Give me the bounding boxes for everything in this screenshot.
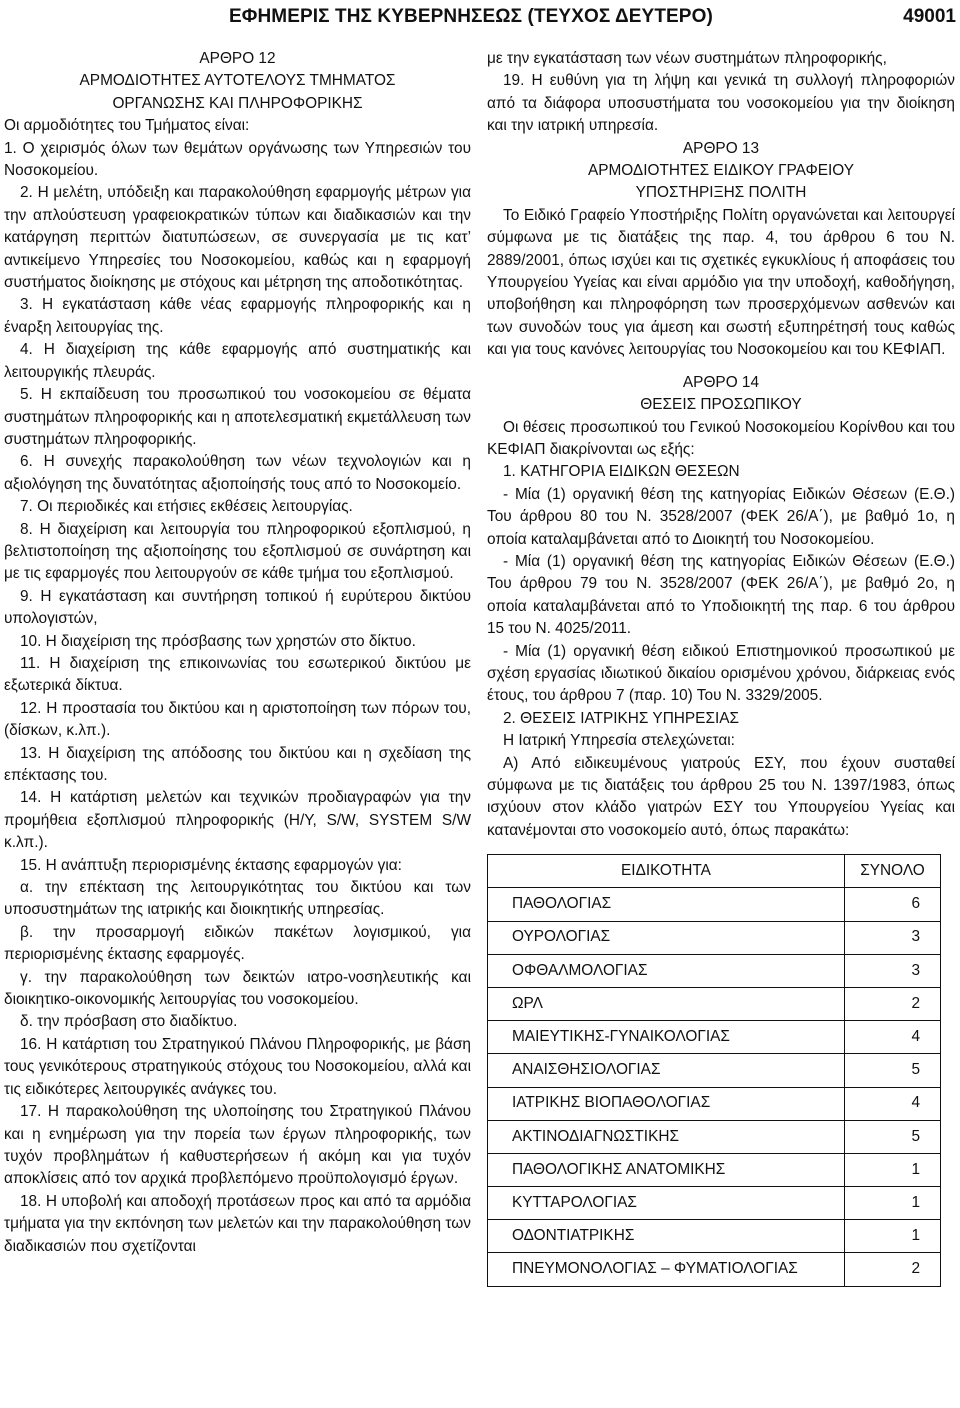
specialty-cell: ΑΚΤΙΝΟΔΙΑΓΝΩΣΤΙΚΗΣ <box>488 1120 845 1153</box>
paragraph: δ. την πρόσβαση στο διαδίκτυο. <box>20 1013 238 1031</box>
gazette-title: ΕΦΗΜΕΡΙΣ ΤΗΣ ΚΥΒΕΡΝΗΣΕΩΣ (ΤΕΥΧΟΣ ΔΕΥΤΕΡΟ) <box>229 6 713 27</box>
right-column <box>487 48 955 1287</box>
total-cell: 1 <box>845 1220 941 1253</box>
specialty-cell: ΜΑΙΕΥΤΙΚΗΣ-ΓΥΝΑΙΚΟΛΟΓΙΑΣ <box>488 1021 845 1054</box>
column-header-total: ΣΥΝΟΛΟ <box>845 855 941 888</box>
paragraph: 1. Ο χειρισμός όλων των θεμάτων οργάνωσης των Υπηρεσιών του Νοσοκομείου. <box>4 139 471 180</box>
specialty-cell: ΟΦΘΑΛΜΟΛΟΓΙΑΣ <box>488 954 845 987</box>
article-12-title: ΑΡΘΡΟ 12 <box>199 50 276 67</box>
specialty-table-wrapper <box>487 854 955 1286</box>
paragraph-continuation: με την εγκατάσταση των νέων συστημάτων πληροφορικής, <box>487 50 887 67</box>
paragraph: 3. Η εγκατάσταση κάθε νέας εφαρμογής πληροφορικής και η έναρξη λειτουργίας της. <box>4 296 471 336</box>
table-row <box>488 1054 941 1087</box>
paragraph: β. την προσαρμογή ειδικών πακέτων λογισμικού, για περιορισμένης έκτασης εφαρμογές. <box>4 923 471 964</box>
table-row <box>488 888 941 921</box>
paragraph: 10. Η διαχείριση της πρόσβασης των χρηστών στο δίκτυο. <box>20 632 416 650</box>
paragraph: 13. Η διαχείριση της απόδοσης του δικτύου και η σχεδίαση της επέκτασης του. <box>4 744 471 784</box>
paragraph: 19. Η ευθύνη για τη λήψη και γενικά τη συλλογή πληροφοριών από τα διάφορα υποσυστήματα του νοσοκομείου για την διοίκηση και την ιατρική υπηρεσία. <box>487 72 955 135</box>
table-row <box>488 987 941 1020</box>
paragraph: 9. Η εγκατάσταση και συντήρηση τοπικού ή ευρύτερου δικτύου υπολογιστών, <box>4 587 471 628</box>
paragraph: - Μία (1) οργανική θέση της κατηγορίας Ειδικών Θέσεων (Ε.Θ.) Του άρθρου 80 του Ν. 3528/2007 (ΦΕΚ 26/Α΄), με βαθμό 1ο, η οποία καταλαμβάνεται από το Διοικητή του Νοσοκομείου. <box>487 485 955 548</box>
paragraph: 6. Η συνεχής παρακολούθηση των νέων τεχνολογιών και η αξιολόγηση της δυνατότητας αξιοποίησής τους από το Νοσοκομείο. <box>4 453 471 493</box>
paragraph: 8. Η διαχείριση και λειτουργία του πληροφορικού εξοπλισμού, η βελτιστοποίηση της αξιοποίησης του εξοπλισμού σε συνάρτηση και με τις εφαρμογές που λειτουργούν σε κάθε τμήμα του εξοπλισμού. <box>4 520 471 583</box>
specialty-cell: ΟΥΡΟΛΟΓΙΑΣ <box>488 921 845 954</box>
table-row <box>488 921 941 954</box>
paragraph: - Μία (1) οργανική θέση ειδικού Επιστημονικού προσωπικού με σχέση εργασίας ιδιωτικού δικαίου ορισμένου χρόνου, διάρκειας ενός έτους, του άρθρου 7 (παρ. 10) Του Ν. 3329/2005. <box>487 642 955 705</box>
total-cell: 2 <box>845 1253 941 1286</box>
total-cell: 1 <box>845 1187 941 1220</box>
paragraph: α. την επέκταση της λειτουργικότητας του δικτύου και των υποσυστημάτων της ιατρικής και διοικητικής υπηρεσίας. <box>4 879 471 919</box>
specialty-cell: ΑΝΑΙΣΘΗΣΙΟΛΟΓΙΑΣ <box>488 1054 845 1087</box>
total-cell: 3 <box>845 954 941 987</box>
total-cell: 4 <box>845 1087 941 1120</box>
table-row <box>488 1021 941 1054</box>
paragraph: γ. την παρακολούθηση των δεικτών ιατρο-νοσηλευτικής και διοικητικο-οικονομικής λειτουργίας του νοσοκομείου. <box>4 968 471 1009</box>
total-cell: 1 <box>845 1153 941 1186</box>
paragraph: 16. Η κατάρτιση του Στρατηγικού Πλάνου Πληροφορικής, με βάση τους γενικότερους στρατηγικούς στόχους του Νοσοκομείου, αλλά και τις ειδικότερες λειτουργικές ανάγκες του. <box>4 1035 471 1098</box>
paragraph: 5. Η εκπαίδευση του προσωπικού του νοσοκομείου σε θέματα συστημάτων πληροφορικής και η αποτελεσματική εκμετάλλευση των συστημάτων πληροφορικής. <box>4 386 471 448</box>
left-column <box>4 48 471 1258</box>
specialty-cell: ΙΑΤΡΙΚΗΣ ΒΙΟΠΑΘΟΛΟΓΙΑΣ <box>488 1087 845 1120</box>
paragraph: Α) Από ειδικευμένους γιατρούς ΕΣΥ, που έχουν συσταθεί σύμφωνα με τις διατάξεις του άρθρου 25 του Ν. 1397/1983, όπως ισχύουν στον κλάδο γιατρών ΕΣΥ του Υπουργείου Υγείας και κατανέμονται στο νοσοκομείο αυτό, όπως παρακάτω: <box>487 754 955 839</box>
table-row <box>488 1153 941 1186</box>
article-12-intro: Οι αρμοδιότητες του Τμήματος είναι: <box>4 117 250 135</box>
specialty-cell: ΠΑΘΟΛΟΓΙΑΣ <box>488 888 845 921</box>
paragraph: 17. Η παρακολούθηση της υλοποίησης του Στρατηγικού Πλάνου και η ενημέρωση για την πορεία των έργων πληροφορικής, των τυχόν προβλημάτων ή καθυστερήσεων ή ακόμη και για τυχόν αποκλίσεις από τον αρχικά προβλεπόμενο προϋπολογισμό έργων. <box>4 1103 471 1188</box>
total-cell: 5 <box>845 1054 941 1087</box>
total-cell: 3 <box>845 921 941 954</box>
total-cell: 2 <box>845 987 941 1020</box>
article-12-heading-line-1: ΑΡΜΟΔΙΟΤΗΤΕΣ ΑΥΤΟΤΕΛΟΥΣ ΤΜΗΜΑΤΟΣ <box>79 72 396 90</box>
paragraph: - Μία (1) οργανική θέση της κατηγορίας Ειδικών Θέσεων (Ε.Θ.) Του άρθρου 79 του Ν. 3528/2007 (ΦΕΚ 26/Α΄), με βαθμό 2ο, η οποία καταλαμβάνεται από το Υποδιοικητή της παρ. 6 του άρθρου 15 του Ν. 4025/2011. <box>487 552 955 638</box>
specialty-cell: ΠΑΘΟΛΟΓΙΚΗΣ ΑΝΑΤΟΜΙΚΗΣ <box>488 1153 845 1186</box>
total-cell: 6 <box>845 888 941 921</box>
column-header-specialty: ΕΙΔΙΚΟΤΗΤΑ <box>488 855 845 888</box>
category-heading: 2. ΘΕΣΕΙΣ ΙΑΤΡΙΚΗΣ ΥΠΗΡΕΣΙΑΣ <box>503 709 740 727</box>
article-13-body: Το Ειδικό Γραφείο Υποστήριξης Πολίτη οργανώνεται και λειτουργεί σύμφωνα με τις διατάξεις της παρ. 4, του άρθρου 6 του Ν. 2889/2001, όπως ισχύει και τις σχετικές εγκυκλίους ή αποφάσεις του Υπουργείου Υγείας και είναι αρμόδιο για την υποδοχή, καθοδήγηση, υποβοήθηση και πληροφόρηση των προσερχόμενων ασθενών και των συνοδών τους για άμεση και σωστή εξυπηρέτησή τους καθώς και για τους κανόνες λειτουργίας του Νοσοκομείου και του ΚΕΦΙΑΠ. <box>487 206 955 359</box>
article-13-heading-line-1: ΑΡΜΟΔΙΟΤΗΤΕΣ ΕΙΔΙΚΟΥ ΓΡΑΦΕΙΟΥ <box>587 162 855 180</box>
specialty-cell: ΠΝΕΥΜΟΝΟΛΟΓΙΑΣ – ΦΥΜΑΤΙΟΛΟΓΙΑΣ <box>488 1253 845 1286</box>
category-heading: 1. ΚΑΤΗΓΟΡΙΑ ΕΙΔΙΚΩΝ ΘΕΣΕΩΝ <box>503 463 740 481</box>
paragraph: 18. Η υποβολή και αποδοχή προτάσεων προς και από τα αρμόδια τμήματα για την εκπόνηση των μελετών και την παρακολούθηση των διαδικασιών που σχετίζονται <box>4 1192 471 1255</box>
specialty-table <box>487 854 941 1286</box>
article-13-heading-line-2: ΥΠΟΣΤΗΡΙΞΗΣ ΠΟΛΙΤΗ <box>635 184 807 202</box>
page-number: 49001 <box>903 6 956 27</box>
paragraph: 14. Η κατάρτιση μελετών και τεχνικών προδιαγραφών για την προμήθεια εξοπλισμού πληροφορικής (Η/Υ, S/W, SYSTEM S/W κ.λπ.). <box>4 789 471 852</box>
paragraph: 2. Η μελέτη, υπόδειξη και παρακολούθηση εφαρμογής μέτρων για την απλούστευση γραφειοκρατικών τύπων και διαδικασιών και την κατάργηση περιττών διατυπώσεων, σε συνεργασία με τις κατ’ αντικείμενο Υπηρεσίες του Νοσοκομείου, καθώς και η εφαρμογή συστήματος διοίκησης με στόχους και μέτρηση της αποδοτικότητας. <box>4 184 471 292</box>
specialty-cell: ΚΥΤΤΑΡΟΛΟΓΙΑΣ <box>488 1187 845 1220</box>
total-cell: 4 <box>845 1021 941 1054</box>
article-14-title: ΑΡΘΡΟ 14 <box>682 373 760 391</box>
total-cell: 5 <box>845 1120 941 1153</box>
paragraph: Η Ιατρική Υπηρεσία στελεχώνεται: <box>503 732 735 750</box>
paragraph: 7. Οι περιοδικές και ετήσιες εκθέσεις λειτουργίας. <box>20 498 353 516</box>
article-14-heading: ΘΕΣΕΙΣ ΠΡΟΣΩΠΙΚΟΥ <box>640 396 802 414</box>
paragraph: 4. Η διαχείριση της κάθε εφαρμογής από συστηματικής και λειτουργικής πλευράς. <box>4 341 471 381</box>
table-row <box>488 1087 941 1120</box>
specialty-cell: ΩΡΛ <box>488 987 845 1020</box>
paragraph: 15. Η ανάπτυξη περιορισμένης έκτασης εφαρμογών για: <box>20 856 402 874</box>
article-13-title: ΑΡΘΡΟ 13 <box>682 139 760 157</box>
specialty-cell: ΟΔΟΝΤΙΑΤΡΙΚΗΣ <box>488 1220 845 1253</box>
article-14-intro: Οι θέσεις προσωπικού του Γενικού Νοσοκομείου Κορίνθου και του ΚΕΦΙΑΠ διακρίνονται ως εξής: <box>487 418 955 458</box>
table-row <box>488 1253 941 1286</box>
table-row <box>488 1187 941 1220</box>
table-row <box>488 1220 941 1253</box>
page-header <box>4 4 956 38</box>
table-row <box>488 954 941 987</box>
table-header-row <box>488 855 941 888</box>
table-row <box>488 1120 941 1153</box>
article-12-heading-line-2: ΟΡΓΑΝΩΣΗΣ ΚΑΙ ΠΛΗΡΟΦΟΡΙΚΗΣ <box>112 94 363 112</box>
paragraph: 12. Η προστασία του δικτύου και η αριστοποίηση των πόρων του, (δίσκων, κ.λπ.). <box>4 699 471 740</box>
paragraph: 11. Η διαχείριση της επικοινωνίας του εσωτερικού δικτύου με εξωτερικά δίκτυα. <box>4 654 471 695</box>
